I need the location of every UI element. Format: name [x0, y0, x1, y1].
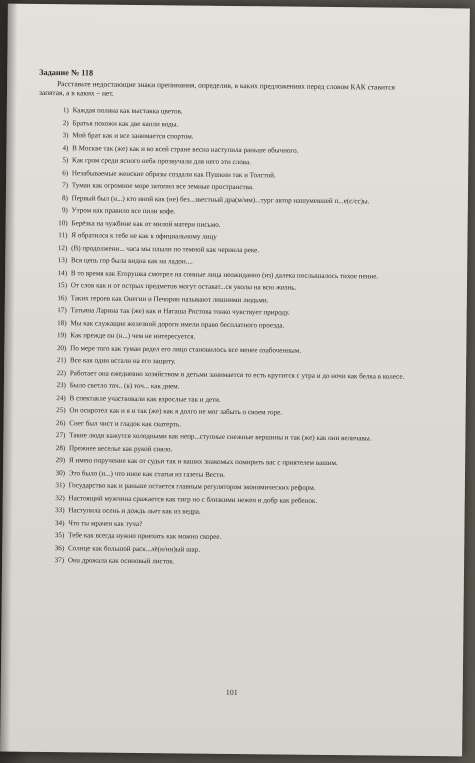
list-item	[36, 331, 408, 344]
item-text: От слов как и от острых предметов могут остават...ся уколы на всю жизнь.	[70, 281, 297, 292]
item-number: 15)	[57, 281, 68, 290]
list-item	[35, 493, 407, 506]
item-text: Тебе как всегда нужно приехать как можно скорее.	[68, 531, 222, 541]
item-number: 18)	[57, 318, 67, 327]
item-number: 12)	[57, 243, 68, 252]
book-page	[0, 4, 470, 757]
item-text: Наступила осень и дождь льет как из ведра.	[68, 506, 201, 516]
list-item	[35, 506, 407, 519]
item-number: 16)	[57, 293, 67, 302]
item-number: 19)	[56, 331, 67, 340]
item-number: 4)	[62, 143, 69, 152]
list-item	[37, 293, 409, 306]
item-number: 9)	[61, 206, 68, 215]
item-number: 21)	[56, 356, 67, 365]
item-text: Братья похожи как две капли воды.	[72, 118, 179, 128]
item-number: 8)	[61, 193, 68, 202]
list-item	[35, 431, 407, 444]
item-text: Снег был чист и гладок как скатерть.	[69, 418, 181, 428]
item-number: 7)	[62, 181, 69, 190]
item-number: 23)	[56, 381, 66, 390]
item-text: Я обратился к тебе не как к официальному лицу	[71, 231, 217, 241]
item-number: 24)	[56, 393, 66, 402]
item-number: 25)	[56, 406, 66, 415]
list-item	[34, 556, 406, 569]
item-number: 35)	[54, 531, 65, 540]
list-item	[36, 368, 408, 381]
item-number: 27)	[55, 431, 66, 440]
item-text: Незабываемые женские образы создали как Пушкин так и Толстой.	[71, 168, 276, 179]
list-item	[39, 106, 411, 119]
list-item	[34, 543, 406, 556]
item-text: Татьяна Ларина так (же) как и Наташа Ростова тонко чувствует природу.	[70, 306, 290, 317]
item-text: Таких героев как Онегин и Печорин называют лишними людьми.	[70, 293, 269, 304]
item-number: 10)	[58, 218, 68, 227]
list-item	[36, 393, 408, 406]
item-text: Мы как служащие железной дороги имели право бесплатного проезда.	[70, 318, 285, 330]
item-number: 29)	[55, 456, 66, 465]
item-text: Берёзка на чужбине как от милой матери письмо.	[71, 218, 221, 229]
list-item	[37, 318, 409, 331]
item-text: Утром как правило все пили кофе.	[71, 206, 176, 216]
item-number: 13)	[57, 256, 68, 265]
list-item	[39, 131, 411, 144]
list-item	[35, 468, 407, 481]
item-text: Мой брат как и все занимается спортом.	[72, 131, 194, 141]
item-text: Каждая поляна как выставка цветов.	[72, 106, 183, 116]
list-item	[36, 381, 408, 394]
list-item	[38, 206, 410, 219]
item-number: 33)	[55, 506, 65, 515]
list-item	[36, 356, 408, 369]
item-number: 5)	[62, 156, 69, 165]
list-item	[36, 406, 408, 419]
exercise-instruction: Расставьте недостающие знаки препинания, определив, в каких предложениях перед словом КАК ставится запятая, а в каких – нет.	[38, 79, 395, 98]
item-text: Как гром среди ясного неба прозвучали для него эти слова.	[72, 156, 252, 167]
item-text: Было светло точ.. (в) точ... как днем.	[69, 381, 180, 391]
item-number: 26)	[56, 418, 66, 427]
item-number: 14)	[57, 268, 68, 277]
list-item	[38, 156, 410, 169]
item-number: 11)	[58, 231, 68, 240]
sentence-list	[34, 106, 411, 569]
item-number: 28)	[55, 443, 66, 452]
item-text: Она дрожала как осиновый листок.	[67, 556, 175, 566]
item-number: 32)	[55, 493, 65, 502]
item-text: Что ты мрачен как туча?	[68, 518, 143, 528]
item-text: (В) продолжени... часа мы плыли по темной как чернила реке.	[71, 243, 260, 254]
list-item	[38, 168, 410, 181]
list-item	[38, 193, 410, 206]
list-item	[35, 418, 407, 431]
item-text: Солнце как большой раск...лё(н/нн)ый шар.	[67, 543, 201, 554]
item-number: 36)	[54, 543, 65, 552]
item-text: Как прежде он (н...) чем не интересуется.	[70, 331, 196, 341]
item-number: 3)	[62, 131, 69, 140]
item-text: Все как один встали на его защиту.	[69, 356, 176, 366]
exercise-content	[34, 68, 411, 572]
item-text: Туман как огромное море затопил все земные пространства.	[71, 181, 254, 192]
item-number: 6)	[62, 168, 69, 177]
list-item	[35, 481, 407, 494]
list-item	[35, 443, 407, 456]
item-text: Государство как и раньше остается главным регулятором экономических реформ.	[68, 481, 316, 492]
item-number: 31)	[55, 481, 65, 490]
item-text: В спектакле участвовали как взрослые так и дети.	[69, 393, 221, 404]
item-text: Это было (н...) что иное как статья из газеты Вести.	[68, 468, 226, 479]
item-text: В Москве так (же) как и во всей стране весна наступила раньше обычного.	[72, 143, 299, 155]
item-text: Первый был (н...) кто иной как (не) без...звестный дра(м/мм)...тург автор нашумевшей п...е(с/сс)ы.	[71, 193, 370, 205]
item-text: В то время как Егорушка смотрел на сонные лица неожиданно (из) далека послышалось тихое пение.	[70, 268, 379, 280]
item-text: Вся цепь гор была видна как на ладон....	[70, 256, 193, 266]
item-number: 2)	[62, 118, 69, 127]
item-text: Он осиротел как и я и так (же) как я долго не мог забыть о своем горе.	[69, 406, 283, 417]
item-number: 17)	[57, 306, 67, 315]
list-item	[36, 343, 408, 356]
list-item	[37, 243, 409, 256]
exercise-title: Задание № 118	[39, 67, 94, 78]
item-text: Работает она ежедневно хозяйством и детьми занимается то есть крутится с утра и до ночи как белка в колесе.	[69, 368, 405, 381]
list-item	[34, 518, 406, 531]
list-item	[38, 218, 410, 231]
list-item	[37, 281, 409, 294]
list-item	[37, 306, 409, 319]
item-text: Я имею поручение как от судьи так и ваших знакомых помирить вас с приятелем вашим.	[68, 456, 338, 468]
item-number: 30)	[55, 468, 66, 477]
list-item	[38, 181, 410, 194]
item-text: По мере того как туман редел его лицо становилось все менее озабоченным.	[70, 343, 302, 355]
item-text: Настоящий мужчина сражается как тигр но с близкими нежен и добр как ребенок.	[68, 493, 318, 505]
item-number: 1)	[62, 106, 69, 115]
list-item	[37, 256, 409, 269]
item-text: Прежнее веселье как рукой сняло.	[69, 443, 173, 453]
list-item	[38, 143, 410, 156]
list-item	[37, 231, 409, 244]
item-number: 37)	[54, 556, 65, 565]
list-item	[34, 531, 406, 544]
page-number: 101	[225, 687, 238, 698]
item-number: 34)	[54, 518, 65, 527]
list-item	[35, 456, 407, 469]
list-item	[39, 118, 411, 131]
list-item	[37, 268, 409, 281]
item-text: Такие люди кажутся холодными как непр...ступные снежные вершины и так (же) как они величавы.	[69, 431, 372, 443]
item-number: 22)	[56, 368, 67, 377]
item-number: 20)	[56, 343, 67, 352]
